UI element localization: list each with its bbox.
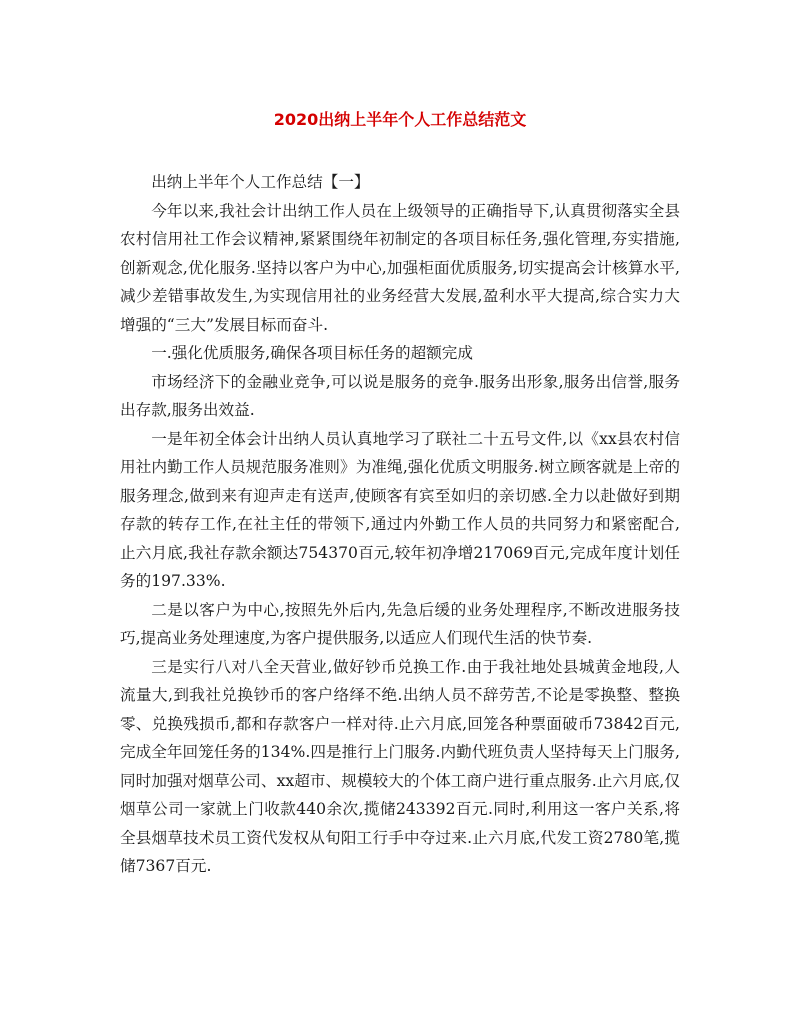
section-heading-service: 一.强化优质服务,确保各项目标任务的超额完成 — [151, 344, 473, 362]
paragraph-competition: 市场经济下的金融业竞争,可以说是服务的竞争.服务出形象,服务出信誉,服务出存款,服务出效益. — [120, 372, 680, 419]
document-title: 2020出纳上半年个人工作总结范文 — [273, 110, 527, 129]
document-body — [120, 168, 680, 881]
paragraph-point-1: 一是年初全体会计出纳人员认真地学习了联社二十五号文件,以《xx县农村信用社内勤工作人员规范服务准则》为准绳,强化优质文明服务.树立顾客就是上帝的服务理念,做到来有迎声走有送声,使顾客有宾至如归的亲切感.全力以赴做好到期存款的转存工作,在社主任的带领下,通过内外勤工作人员的共同努力和紧密配合,止六月底,我社存款余额达754370百元,较年初净增217069百元,完成年度计划任务的197.33%. — [120, 429, 680, 590]
paragraph-point-2: 二是以客户为中心,按照先外后内,先急后缓的业务处理程序,不断改进服务技巧,提高业务处理速度,为客户提供服务,以适应人们现代生活的快节奏. — [120, 600, 680, 647]
paragraph-point-3: 三是实行八对八全天营业,做好钞币兑换工作.由于我社地处县城黄金地段,人流量大,到我社兑换钞币的客户络绎不绝.出纳人员不辞劳苦,不论是零换整、整换零、兑换残损币,都和存款客户一样对待.止六月底,回笼各种票面破币73842百元,完成全年回笼任务的134%.四是推行上门服务.内勤代班负责人坚持每天上门服务,同时加强对烟草公司、xx超市、规模较大的个体工商户进行重点服务.止六月底,仅烟草公司一家就上门收款440余次,揽储243392百元.同时,利用这一客户关系,将全县烟草技术员工资代发权从旬阳工行手中夺过来.止六月底,代发工资2780笔,揽储7367百元. — [120, 657, 680, 875]
paragraph-intro: 今年以来,我社会计出纳工作人员在上级领导的正确指导下,认真贯彻落实全县农村信用社工作会议精神,紧紧围绕年初制定的各项目标任务,强化管理,夯实措施,创新观念,优化服务.坚持以客户为中心,加强柜面优质服务,切实提高会计核算水平,减少差错事故发生,为实现信用社的业务经营大发展,盈利水平大提高,综合实力大增强的“三大”发展目标而奋斗. — [120, 201, 680, 334]
section-heading-1: 出纳上半年个人工作总结【一】 — [151, 173, 370, 191]
